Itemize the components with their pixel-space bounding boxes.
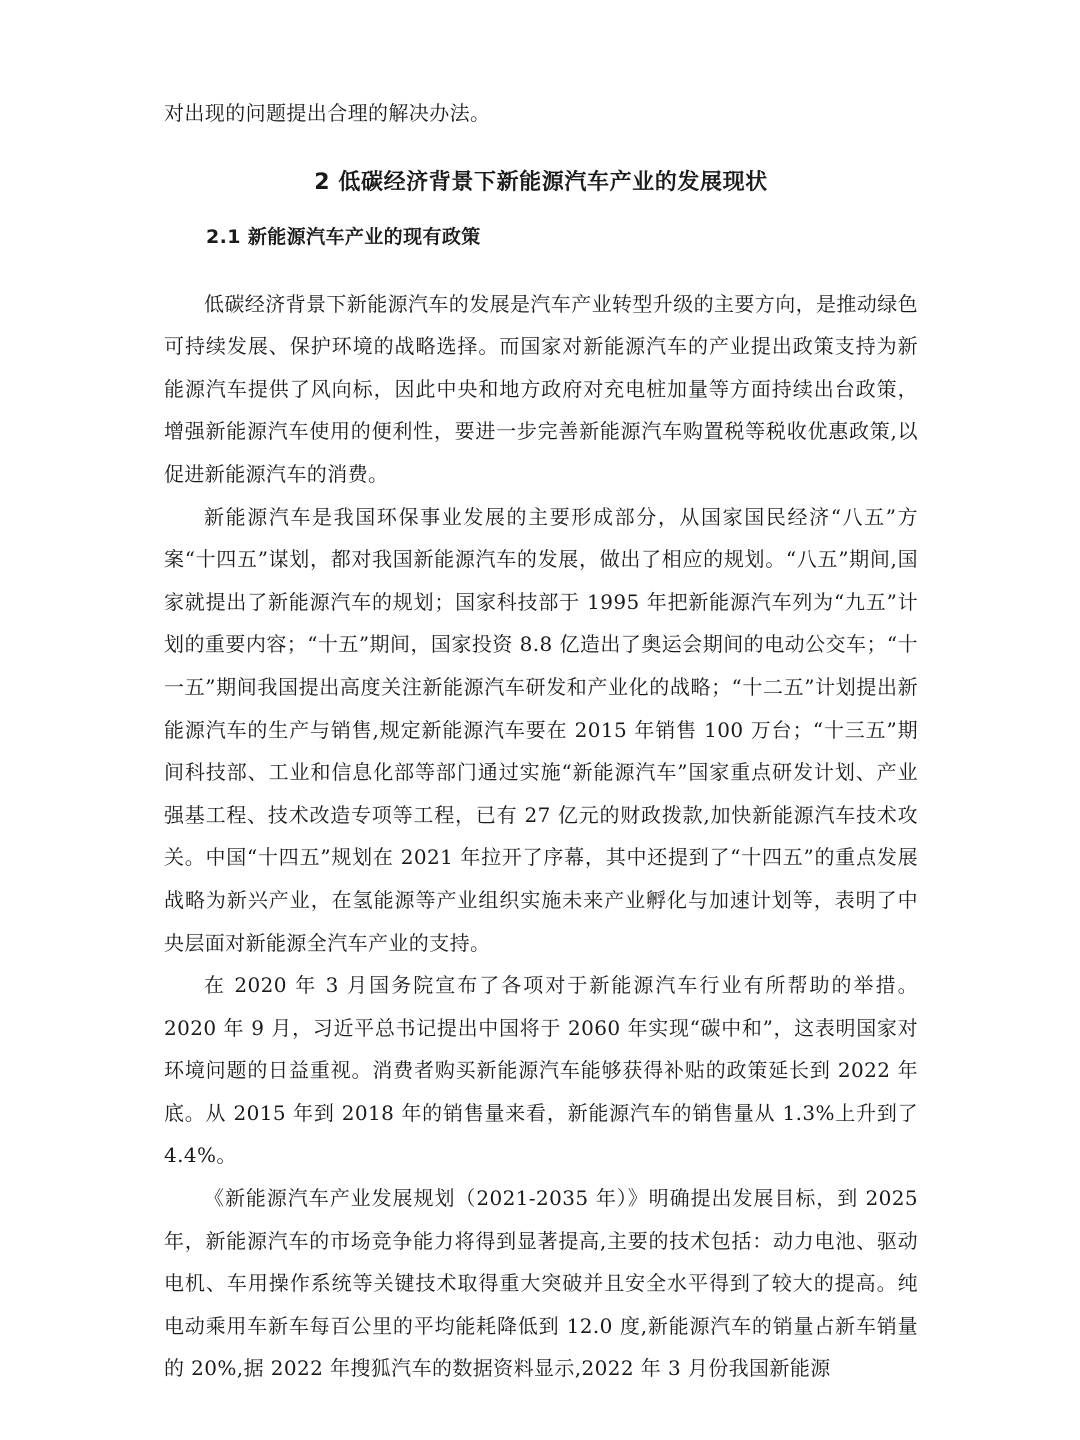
- section-heading: 2 低碳经济背景下新能源汽车产业的发展现状: [314, 169, 768, 195]
- subsection-heading: 2.1 新能源汽车产业的现有政策: [206, 225, 481, 248]
- body-paragraph-1: 低碳经济背景下新能源汽车的发展是汽车产业转型升级的主要方向，是推动绿色可持续发展、保护环境的战略选择。而国家对新能源汽车的产业提出政策支持为新能源汽车提供了风向标，因此中央和地方政府对充电桩加量等方面持续出台政策，增强新能源汽车使用的便利性，要进一步完善新能源汽车购置税等税收优惠政策,以促进新能源汽车的消费。: [164, 291, 918, 486]
- body-paragraph-2: 新能源汽车是我国环保事业发展的主要形成部分，从国家国民经济“八五”方案“十四五”谋划，都对我国新能源汽车的发展，做出了相应的规划。“八五”期间,国家就提出了新能源汽车的规划；国家科技部于 1995 年把新能源汽车列为“九五”计划的重要内容；“十五”期间，国家投资 8.8 亿造出了奥运会期间的电动公交车；“十一五”期间我国提出高度关注新能源汽车研发和产业化的战略；“十二五”计划提出新能源汽车的生产与销售,规定新能源汽车要在 2015 年销售 100 万台；“十三五”期间科技部、工业和信息化部等部门通过实施“新能源汽车”国家重点研发计划、产业强基工程、技术改造专项等工程，已有 27 亿元的财政拨款,加快新能源汽车技术攻关。中国“十四五”规划在 2021 年拉开了序幕，其中还提到了“十四五”的重点发展战略为新兴产业，在氢能源等产业组织实施未来产业孵化与加速计划等，表明了中央层面对新能源全汽车产业的支持。: [164, 504, 918, 955]
- lead-paragraph: 对出现的问题提出合理的解决办法。: [164, 101, 491, 125]
- body-paragraph-3: 在 2020 年 3 月国务院宣布了各项对于新能源汽车行业有所帮助的举措。2020 年 9 月，习近平总书记提出中国将于 2060 年实现“碳中和”，这表明国家对环境问题的日益重视。消费者购买新能源汽车能够获得补贴的政策延长到 2022 年底。从 2015 年到 2018 年的销售量来看，新能源汽车的销售量从 1.3%上升到了 4.4%。: [164, 973, 918, 1168]
- body-paragraph-4: 《新能源汽车产业发展规划（2021-2035 年）》明确提出发展目标，到 2025 年，新能源汽车的市场竞争能力将得到显著提高,主要的技术包括：动力电池、驱动电机、车用操作系统等关键技术取得重大突破并且安全水平得到了较大的提高。纯电动乘用车新车每百公里的平均能耗降低到 12.0 度,新能源汽车的销量占新车销量的 20%,据 2022 年搜狐汽车的数据资料显示,2022 年 3 月份我国新能源: [164, 1186, 918, 1381]
